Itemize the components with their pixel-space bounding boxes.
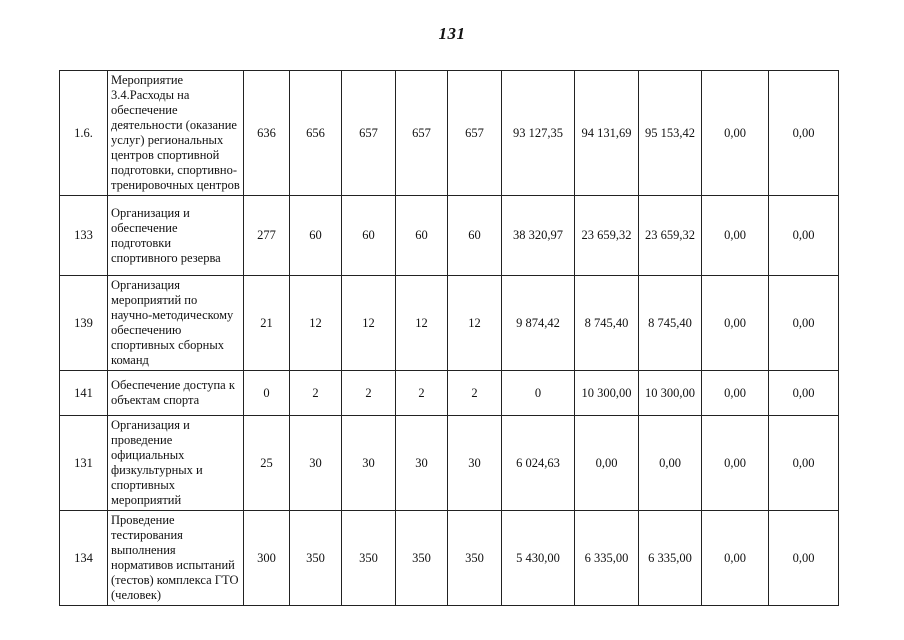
row-value-cell: 2	[448, 371, 502, 416]
row-value-cell: 23 659,32	[575, 196, 639, 276]
page-number: 131	[438, 24, 466, 43]
row-value-cell: 6 024,63	[502, 416, 575, 511]
row-name-cell: Мероприятие 3.4.Расходы на обеспечение деятельности (оказание услуг) региональных центров спортивной подготовки, спортивно-тренировочных центров	[108, 71, 244, 196]
row-value-cell: 38 320,97	[502, 196, 575, 276]
row-value-cell: 8 745,40	[639, 276, 702, 371]
row-value-cell: 30	[290, 416, 342, 511]
row-value-cell: 12	[290, 276, 342, 371]
row-value-cell: 0,00	[769, 371, 839, 416]
row-value-cell: 21	[244, 276, 290, 371]
row-value-cell: 12	[396, 276, 448, 371]
row-value-cell: 657	[396, 71, 448, 196]
row-value-cell: 0,00	[702, 511, 769, 606]
row-value-cell: 0,00	[702, 196, 769, 276]
row-code-cell: 1.6.	[60, 71, 108, 196]
row-value-cell: 350	[448, 511, 502, 606]
row-value-cell: 350	[342, 511, 396, 606]
table-row	[60, 371, 839, 416]
row-value-cell: 636	[244, 71, 290, 196]
row-value-cell: 93 127,35	[502, 71, 575, 196]
row-value-cell: 60	[290, 196, 342, 276]
row-value-cell: 2	[396, 371, 448, 416]
row-value-cell: 350	[290, 511, 342, 606]
row-value-cell: 657	[342, 71, 396, 196]
row-value-cell: 657	[448, 71, 502, 196]
row-value-cell: 0,00	[639, 416, 702, 511]
row-value-cell: 350	[396, 511, 448, 606]
row-name-cell: Проведение тестирования выполнения нормативов испытаний (тестов) комплекса ГТО (человек)	[108, 511, 244, 606]
row-value-cell: 30	[448, 416, 502, 511]
row-value-cell: 30	[342, 416, 396, 511]
table-row	[60, 276, 839, 371]
row-value-cell: 0,00	[769, 196, 839, 276]
table-row	[60, 196, 839, 276]
row-value-cell: 60	[342, 196, 396, 276]
row-code-cell: 139	[60, 276, 108, 371]
row-value-cell: 9 874,42	[502, 276, 575, 371]
row-value-cell: 23 659,32	[639, 196, 702, 276]
row-value-cell: 0,00	[702, 71, 769, 196]
row-value-cell: 2	[342, 371, 396, 416]
row-value-cell: 0,00	[575, 416, 639, 511]
row-name-cell: Организация и обеспечение подготовки спортивного резерва	[108, 196, 244, 276]
row-name-cell: Организация мероприятий по научно-методическому обеспечению спортивных сборных команд	[108, 276, 244, 371]
row-value-cell: 10 300,00	[639, 371, 702, 416]
row-name-cell: Организация и проведение официальных физкультурных и спортивных мероприятий	[108, 416, 244, 511]
table-row	[60, 416, 839, 511]
row-value-cell: 94 131,69	[575, 71, 639, 196]
row-value-cell: 10 300,00	[575, 371, 639, 416]
row-code-cell: 133	[60, 196, 108, 276]
row-value-cell: 656	[290, 71, 342, 196]
table-row	[60, 511, 839, 606]
table-row	[60, 71, 839, 196]
row-value-cell: 0,00	[702, 416, 769, 511]
row-code-cell: 131	[60, 416, 108, 511]
row-value-cell: 0,00	[769, 511, 839, 606]
row-value-cell: 2	[290, 371, 342, 416]
row-value-cell: 277	[244, 196, 290, 276]
row-value-cell: 5 430,00	[502, 511, 575, 606]
row-value-cell: 25	[244, 416, 290, 511]
row-value-cell: 0,00	[769, 416, 839, 511]
row-value-cell: 60	[396, 196, 448, 276]
row-value-cell: 300	[244, 511, 290, 606]
row-code-cell: 141	[60, 371, 108, 416]
row-value-cell: 0	[502, 371, 575, 416]
row-value-cell: 95 153,42	[639, 71, 702, 196]
row-code-cell: 134	[60, 511, 108, 606]
row-value-cell: 0,00	[702, 276, 769, 371]
row-value-cell: 30	[396, 416, 448, 511]
row-name-cell: Обеспечение доступа к объектам спорта	[108, 371, 244, 416]
row-value-cell: 6 335,00	[575, 511, 639, 606]
row-value-cell: 0,00	[769, 71, 839, 196]
row-value-cell: 12	[342, 276, 396, 371]
budget-table	[59, 70, 839, 606]
row-value-cell: 60	[448, 196, 502, 276]
row-value-cell: 0	[244, 371, 290, 416]
row-value-cell: 0,00	[702, 371, 769, 416]
row-value-cell: 8 745,40	[575, 276, 639, 371]
row-value-cell: 12	[448, 276, 502, 371]
row-value-cell: 0,00	[769, 276, 839, 371]
row-value-cell: 6 335,00	[639, 511, 702, 606]
